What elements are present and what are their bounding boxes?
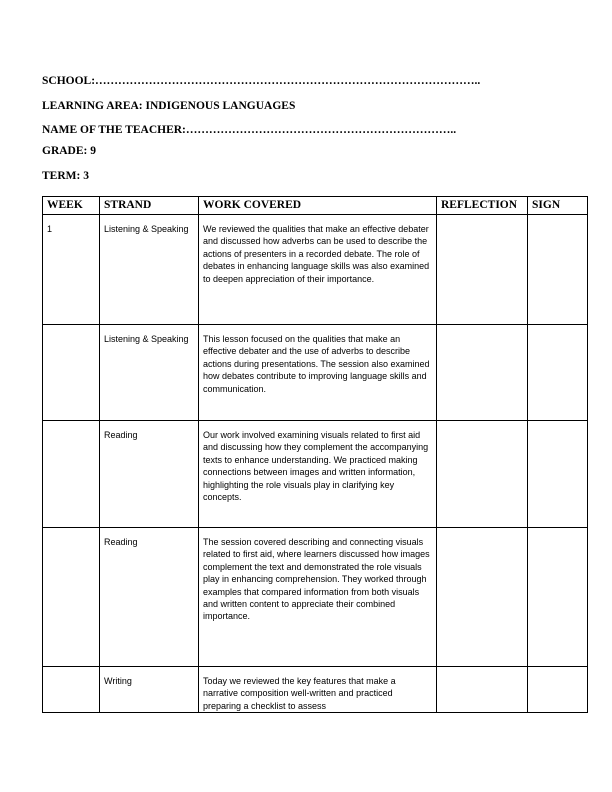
table-header-row bbox=[43, 197, 588, 215]
sign-cell bbox=[528, 667, 588, 713]
learning-area-line: LEARNING AREA: INDIGENOUS LANGUAGES bbox=[42, 99, 296, 112]
sign-cell bbox=[528, 421, 588, 528]
strand-cell: Reading bbox=[100, 528, 199, 667]
week-cell bbox=[43, 528, 100, 667]
reflection-cell bbox=[437, 325, 528, 421]
week-cell bbox=[43, 667, 100, 713]
teacher-line: NAME OF THE TEACHER:…………………………………………………………….. bbox=[42, 124, 457, 136]
column-header-week: WEEK bbox=[43, 197, 100, 215]
work-covered-cell: Today we reviewed the key features that make a narrative composition well-written and practiced preparing a checklist to assess bbox=[199, 667, 437, 713]
term-line: TERM: 3 bbox=[42, 169, 89, 182]
grade-line: GRADE: 9 bbox=[42, 145, 96, 157]
table-row bbox=[43, 325, 588, 421]
column-header-sign: SIGN bbox=[528, 197, 588, 215]
work-covered-cell: We reviewed the qualities that make an effective debater and discussed how adverbs can be used to describe the actions of presenters in a recorded debate. The role of debates in enhancing language skills was also examined to deepen appreciation of their importance. bbox=[199, 215, 437, 325]
work-covered-cell: Our work involved examining visuals related to first aid and discussing how they complement the accompanying texts to enhance understanding. We practiced making connections between images and written information, highlighting the role visuals play in clarifying key concepts. bbox=[199, 421, 437, 528]
column-header-strand: STRAND bbox=[100, 197, 199, 215]
strand-cell: Writing bbox=[100, 667, 199, 713]
week-cell: 1 bbox=[43, 215, 100, 325]
reflection-cell bbox=[437, 528, 528, 667]
column-header-reflection: REFLECTION bbox=[437, 197, 528, 215]
strand-cell: Reading bbox=[100, 421, 199, 528]
reflection-cell bbox=[437, 667, 528, 713]
work-covered-cell: The session covered describing and connecting visuals related to first aid, where learners discussed how images complement the text and demonstrated the role visuals play in enhancing comprehension. They worked through examples that compared information from both visuals and written content to appreciate their combined importance. bbox=[199, 528, 437, 667]
strand-cell: Listening & Speaking bbox=[100, 215, 199, 325]
work-covered-cell: This lesson focused on the qualities that make an effective debater and the use of adverbs to describe actions during presentations. The session also examined how debates contribute to improving language skills and communication. bbox=[199, 325, 437, 421]
school-line: SCHOOL:……………………………………………………………………………………….. bbox=[42, 75, 481, 87]
document-header bbox=[42, 75, 582, 194]
record-of-work-table bbox=[42, 196, 588, 713]
week-cell bbox=[43, 421, 100, 528]
reflection-cell bbox=[437, 215, 528, 325]
week-cell bbox=[43, 325, 100, 421]
table-row bbox=[43, 528, 588, 667]
strand-cell: Listening & Speaking bbox=[100, 325, 199, 421]
table-row bbox=[43, 215, 588, 325]
column-header-work-covered: WORK COVERED bbox=[199, 197, 437, 215]
sign-cell bbox=[528, 215, 588, 325]
table-row bbox=[43, 421, 588, 528]
reflection-cell bbox=[437, 421, 528, 528]
sign-cell bbox=[528, 528, 588, 667]
sign-cell bbox=[528, 325, 588, 421]
table-row bbox=[43, 667, 588, 713]
